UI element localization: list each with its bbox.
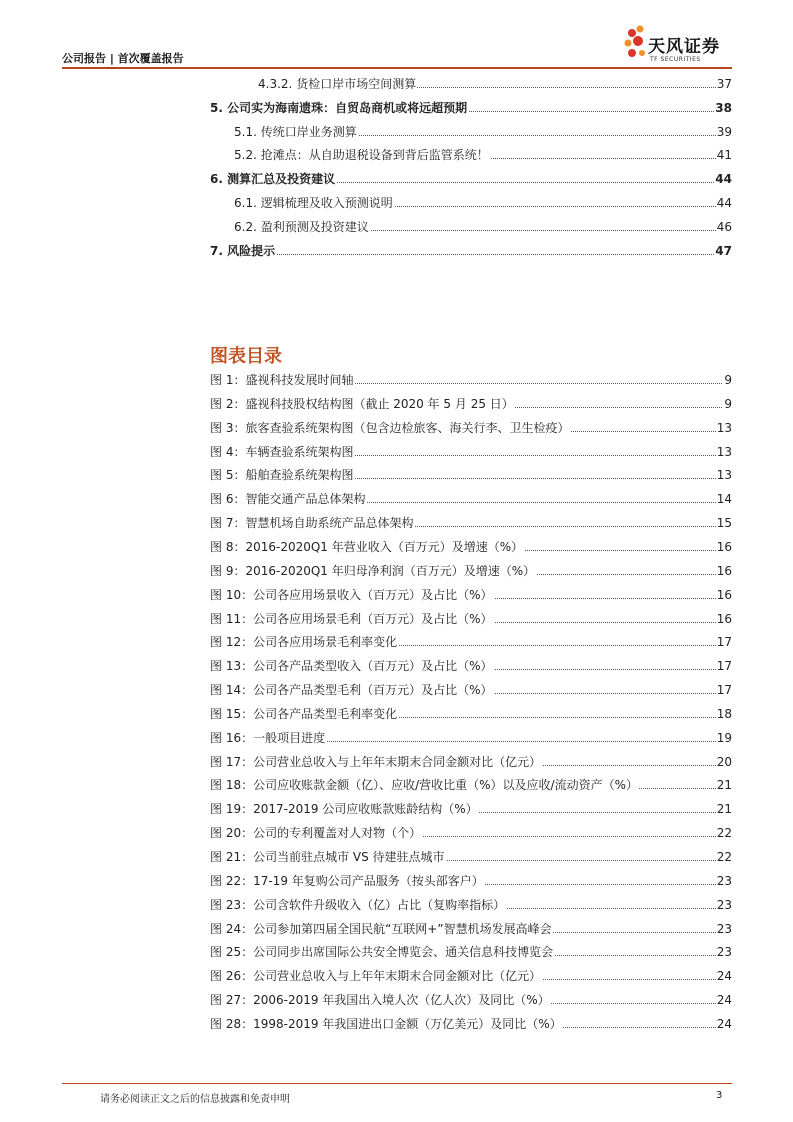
- figure-label: 图 14：公司各产品类型毛利（百万元）及占比（%）: [210, 683, 493, 698]
- figure-entry[interactable]: [210, 730, 732, 746]
- figure-page-number: 16: [716, 587, 732, 602]
- figure-page-number: 9: [724, 396, 732, 411]
- figure-page-number: 13: [716, 444, 732, 459]
- page-number: 3: [716, 1090, 723, 1101]
- figure-entry[interactable]: [210, 777, 732, 793]
- figure-label: 图 3：旅客查验系统架构图（包含边检旅客、海关行李、卫生检疫）: [210, 420, 570, 435]
- figure-page-number: 21: [716, 778, 732, 793]
- toc-number: 5.2.: [234, 148, 257, 163]
- toc-page-number: 47: [715, 243, 732, 258]
- toc-title: 逻辑梳理及收入预测说明: [260, 196, 393, 210]
- toc-page-number: 44: [715, 172, 732, 187]
- figure-label: 图 10：公司各应用场景收入（百万元）及占比（%）: [210, 587, 493, 602]
- toc-label: [234, 195, 394, 211]
- toc-entry[interactable]: [210, 171, 732, 187]
- figure-page-number: 22: [716, 826, 732, 841]
- figure-label: 图 17：公司营业总收入与上年年末期末合同金额对比（亿元）: [210, 754, 542, 769]
- figure-label: 图 4：车辆查验系统架构图: [210, 444, 354, 459]
- figure-label: 图 20：公司的专利覆盖对人对物（个）: [210, 826, 422, 841]
- figure-page-number: 9: [724, 373, 732, 387]
- toc-page-number: 41: [716, 148, 732, 163]
- report-type-label: 公司报告 | 首次覆盖报告: [62, 52, 184, 65]
- figure-entry[interactable]: [210, 682, 732, 698]
- figure-page-number: 23: [716, 873, 732, 888]
- figure-label: 图 6：智能交通产品总体架构: [210, 492, 366, 507]
- logo-name-en: TF SECURITIES: [650, 56, 701, 63]
- figure-page-number: 21: [716, 802, 732, 817]
- figure-page-number: 17: [716, 659, 732, 674]
- toc-number: 6.1.: [234, 196, 257, 210]
- figure-entry[interactable]: [210, 754, 732, 770]
- figure-page-number: 16: [716, 611, 732, 626]
- toc-title: 风险提示: [227, 243, 276, 258]
- toc-entry[interactable]: [234, 219, 732, 235]
- toc-title: 盈利预测及投资建议: [260, 219, 369, 234]
- figure-label: 图 5：船舶查验系统架构图: [210, 468, 354, 483]
- figure-entry[interactable]: [210, 968, 732, 984]
- figure-page-number: 24: [716, 969, 732, 984]
- figure-page-number: 17: [716, 635, 732, 650]
- figure-page-number: 20: [716, 754, 732, 769]
- figure-label: 图 27：2006-2019 年我国出入境人次（亿人次）及同比（%）: [210, 993, 550, 1008]
- figure-entry[interactable]: [210, 658, 732, 674]
- figure-entry[interactable]: [210, 396, 732, 412]
- figure-page-number: 16: [716, 563, 732, 578]
- toc-page-number: 46: [716, 219, 732, 234]
- figure-label: 图 19：2017-2019 公司应收账款账龄结构（%）: [210, 802, 478, 817]
- figure-label: 图 2：盛视科技股权结构图（截止 2020 年 5 月 25 日）: [210, 396, 514, 411]
- toc-entry[interactable]: [210, 243, 732, 259]
- toc-label: [210, 171, 336, 187]
- toc-number: 4.3.2.: [258, 77, 293, 91]
- toc-label: [234, 124, 358, 140]
- figure-label: 图 26：公司营业总收入与上年年末期末合同金额对比（亿元）: [210, 969, 542, 984]
- figure-entry[interactable]: [210, 634, 732, 650]
- figure-page-number: 13: [716, 468, 732, 483]
- figure-entry[interactable]: [210, 515, 732, 531]
- figure-page-number: 18: [716, 706, 732, 721]
- figure-label: 图 9：2016-2020Q1 年归母净利润（百万元）及增速（%）: [210, 563, 536, 578]
- figure-label: 图 25：公司同步出席国际公共安全博览会、通关信息科技博览会: [210, 945, 554, 960]
- figure-label: 图 22：17-19 年复购公司产品服务（按头部客户）: [210, 873, 484, 888]
- figure-entry[interactable]: [210, 1016, 732, 1032]
- toc-number: 6.2.: [234, 219, 257, 234]
- figure-entry[interactable]: [210, 706, 732, 722]
- figure-entry[interactable]: [210, 491, 732, 507]
- figure-entry[interactable]: [210, 420, 732, 436]
- toc-leader-dots: [210, 254, 732, 255]
- figure-entry[interactable]: [210, 897, 732, 913]
- figure-label: 图 28：1998-2019 年我国进出口金额（万亿美元）及同比（%）: [210, 1016, 562, 1031]
- toc-label: [210, 243, 276, 259]
- figure-page-number: 16: [716, 539, 732, 554]
- figure-label: 图 8：2016-2020Q1 年营业收入（百万元）及增速（%）: [210, 539, 524, 554]
- figure-label: 图 11：公司各应用场景毛利（百万元）及占比（%）: [210, 611, 493, 626]
- figure-label: 图 1：盛视科技发展时间轴: [210, 373, 354, 387]
- toc-number: 5.: [210, 100, 223, 115]
- figures-section-title: 图表目录: [210, 346, 282, 367]
- toc-entry[interactable]: [234, 124, 732, 140]
- figure-entry[interactable]: [210, 563, 732, 579]
- figure-page-number: 24: [716, 1016, 732, 1031]
- figure-entry[interactable]: [210, 539, 732, 555]
- header-divider: [62, 67, 732, 69]
- toc-number: 6.: [210, 172, 223, 187]
- figure-entry[interactable]: [210, 921, 732, 937]
- toc-label: [258, 76, 417, 92]
- figure-entry[interactable]: [210, 587, 732, 603]
- figure-page-number: 23: [716, 897, 732, 912]
- toc-page-number: 39: [716, 124, 732, 139]
- footer-disclaimer: 请务必阅读正文之后的信息披露和免责申明: [100, 1094, 290, 1105]
- figure-entry[interactable]: [210, 467, 732, 483]
- figure-page-number: 19: [716, 730, 732, 745]
- logo-name-cn: 天风证券: [648, 37, 720, 57]
- figure-entry[interactable]: [210, 801, 732, 817]
- toc-number: 7.: [210, 243, 223, 258]
- footer-divider: [62, 1083, 732, 1084]
- toc-title: 抢滩点：从自助退税设备到背后监管系统！: [260, 148, 489, 163]
- figure-page-number: 17: [716, 683, 732, 698]
- figure-page-number: 23: [716, 945, 732, 960]
- figure-label: 图 15：公司各产品类型毛利率变化: [210, 706, 398, 721]
- figure-entry[interactable]: [210, 444, 732, 460]
- figure-page-number: 23: [716, 921, 732, 936]
- toc-number: 5.1.: [234, 124, 257, 139]
- figure-label: 图 12：公司各应用场景毛利率变化: [210, 635, 398, 650]
- figure-label: 图 13：公司各产品类型收入（百万元）及占比（%）: [210, 659, 493, 674]
- toc-label: [234, 219, 370, 235]
- figure-label: 图 21：公司当前驻点城市 VS 待建驻点城市: [210, 850, 445, 864]
- figure-entry[interactable]: [210, 825, 732, 841]
- figure-entry[interactable]: [210, 372, 732, 388]
- toc-title: 货检口岸市场空间测算: [296, 77, 417, 91]
- figure-label: 图 7：智慧机场自助系统产品总体架构: [210, 516, 414, 531]
- figure-entry[interactable]: [210, 873, 732, 889]
- figure-page-number: 24: [716, 993, 732, 1008]
- toc-title: 测算汇总及投资建议: [227, 172, 336, 187]
- toc-entry[interactable]: [234, 147, 732, 163]
- figure-page-number: 22: [716, 850, 732, 864]
- figure-label: 图 23：公司含软件升级收入（亿）占比（复购率指标）: [210, 897, 506, 912]
- toc-entry[interactable]: [234, 195, 732, 211]
- toc-entry[interactable]: [210, 100, 732, 116]
- toc-title: 传统口岸业务测算: [260, 124, 357, 139]
- toc-page-number: 38: [715, 100, 732, 115]
- toc-entry[interactable]: [258, 76, 732, 92]
- figure-page-number: 13: [716, 420, 732, 435]
- figure-entry[interactable]: [210, 611, 732, 627]
- figure-label: 图 18：公司应收账款金额（亿）、应收/营收比重（%）以及应收/流动资产（%）: [210, 778, 638, 793]
- figure-label: 图 16：一般项目进度: [210, 730, 326, 745]
- toc-label: [234, 147, 490, 163]
- figure-entry[interactable]: [210, 849, 732, 865]
- figure-label: 图 24：公司参加第四届全国民航“互联网+”智慧机场发展高峰会: [210, 921, 552, 936]
- figure-entry[interactable]: [210, 992, 732, 1008]
- toc-page-number: 37: [716, 77, 732, 91]
- toc-page-number: 44: [716, 196, 732, 210]
- figure-page-number: 15: [716, 516, 732, 531]
- figure-entry[interactable]: [210, 944, 732, 960]
- figure-page-number: 14: [716, 492, 732, 507]
- toc-title: 公司实为海南遗珠：自贸岛商机或将远超预期: [227, 100, 468, 115]
- toc-label: [210, 100, 468, 116]
